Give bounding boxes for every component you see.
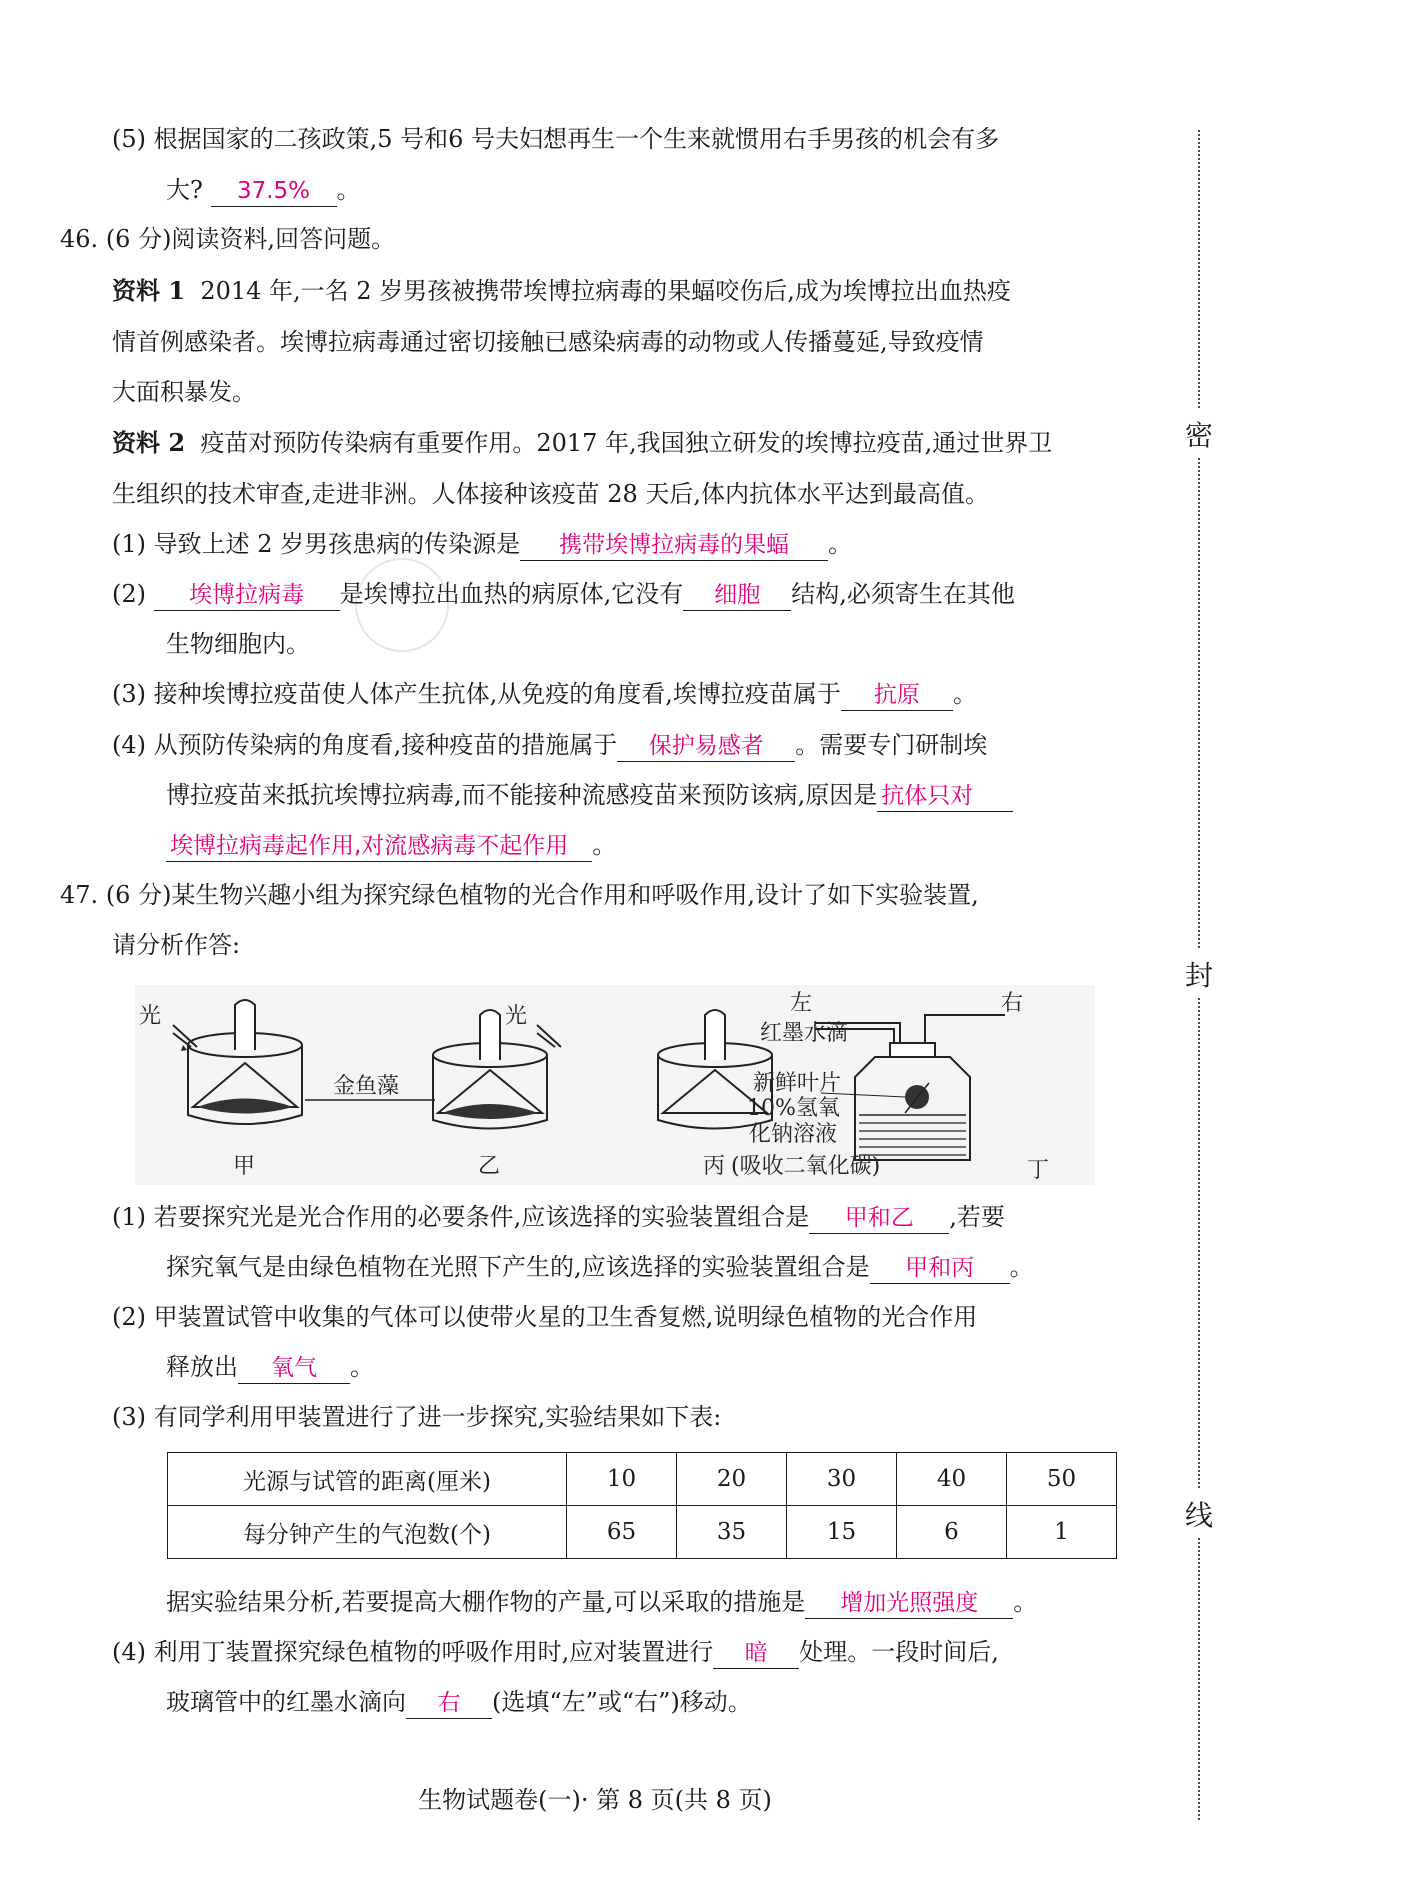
q46-material1-line3: 大面积暴发。 [112,378,256,406]
q46-s4-text2: 。需要专门研制埃 [795,731,988,759]
q47-s4-answer2: 右 [406,1688,492,1719]
q47-s4-end: (选填“左”或“右”)移动。 [492,1688,752,1716]
q47-s3-end: 。 [1013,1588,1038,1616]
q46-s1-text: 导致上述 2 岁男孩患病的传染源是 [153,530,521,558]
q46-sub2 [112,577,1015,611]
label-right: 右 [1001,991,1024,1016]
q47-sub4-line2 [166,1685,752,1719]
q47-s2-end: 。 [350,1353,374,1381]
q45-5-line2 [166,173,361,207]
q46-material1-line2: 情首例感染者。埃博拉病毒通过密切接触已感染病毒的动物或人传播蔓延,导致疫情 [112,328,984,356]
side-mark-mi: 密 [1185,410,1213,458]
label-light-bing: 光 [505,1004,528,1029]
q45-5-answer: 37.5% [211,176,337,207]
q47-s1-end: 。 [1009,1253,1034,1281]
q46-material1-line1 [112,274,1011,308]
q47-s1-text: 若要探究光是光合作用的必要条件,应该选择的实验装置组合是 [153,1203,810,1231]
q47-sub4 [112,1635,999,1669]
label-bing: 丙 [703,1154,726,1179]
q47-s1-answer2: 甲和丙 [870,1253,1010,1284]
q46-material2-text1: 疫苗对预防传染病有重要作用。2017 年,我国独立研发的埃博拉疫苗,通过世界卫 [200,429,1053,457]
q47-number: 47. [60,881,99,909]
q47-s4-line2-text: 玻璃管中的红墨水滴向 [166,1688,406,1716]
q46-material2-label: 资料 2 [112,428,186,457]
q47-sub1-line2 [166,1250,1034,1284]
q45-5-prefix: 大? [166,176,203,204]
q46-number: 46. [60,225,99,253]
label-naoh2: 化钠溶液 [749,1122,838,1147]
q46-sub3 [112,677,977,711]
q46-s3-end: 。 [952,680,977,708]
table-header-distance: 光源与试管的距离(厘米) [168,1453,567,1506]
q46-s4-text: 从预防传染病的角度看,接种疫苗的措施属于 [153,731,618,759]
table-cell: 65 [567,1506,677,1559]
q47-s4-answer1: 暗 [713,1638,799,1669]
table-row [168,1453,1117,1506]
q46-s2-answer1: 埃博拉病毒 [154,580,340,611]
q47-s1-answer1: 甲和乙 [809,1203,949,1234]
q47-s3-after-text: 据实验结果分析,若要提高大棚作物的产量,可以采取的措施是 [166,1588,806,1616]
q47-s3-answer: 增加光照强度 [805,1588,1013,1619]
q46-s4-end: 。 [592,831,617,859]
q46-s1-answer: 携带埃博拉病毒的果蝠 [520,530,828,561]
q47-sub2 [112,1300,977,1334]
q46-s1-num: (1) [112,530,146,558]
table-cell: 1 [1007,1506,1117,1559]
q45-5-text: 根据国家的二孩政策,5 号和6 号夫妇想再生一个生来就惯用右手男孩的机会有多 [153,125,1000,153]
q46-material1-label: 资料 1 [112,276,186,305]
table-cell: 15 [787,1506,897,1559]
q46-s3-text: 接种埃博拉疫苗使人体产生抗体,从免疫的角度看,埃博拉疫苗属于 [153,680,841,708]
experiment-figure [135,985,1095,1185]
q45-5-suffix: 。 [336,176,361,204]
q46-intro: (6 分)阅读资料,回答问题。 [105,225,396,253]
q46-s4-answer1: 保护易感者 [617,731,795,762]
label-light-jia: 光 [139,1004,162,1029]
table-header-bubbles: 每分钟产生的气泡数(个) [168,1506,567,1559]
q46-material2-line1 [112,426,1052,460]
test-tube-bing [705,1010,725,1060]
label-ink: 红墨水滴 [760,1021,849,1046]
q47-s4-text: 利用丁装置探究绿色植物的呼吸作用时,应对装置进行 [153,1638,714,1666]
label-leaf: 新鲜叶片 [753,1071,842,1096]
q46-material2-line2: 生组织的技术审查,走进非洲。人体接种该疫苗 28 天后,体内抗体水平达到最高值。 [112,480,990,508]
table-cell: 20 [677,1453,787,1506]
test-tube-yi [480,1010,500,1060]
label-left: 左 [790,991,813,1016]
q46-sub2-line2: 生物细胞内。 [166,630,310,658]
q45-5-num: (5) [112,125,146,153]
q47-sub1 [112,1200,1005,1234]
q46-sub4 [112,728,987,762]
label-jia: 甲 [233,1154,256,1179]
q47-s4-num: (4) [112,1638,146,1666]
q46-material1-text1: 2014 年,一名 2 岁男孩被携带埃博拉病毒的果蝠咬伤后,成为埃博拉出血热疫 [200,277,1011,305]
side-mark-xian: 线 [1185,1490,1213,1538]
label-plant: 金鱼藻 [333,1074,400,1099]
q46-sub1 [112,527,852,561]
table-cell: 35 [677,1506,787,1559]
q47-sub3 [112,1400,721,1434]
label-absorb: (吸收二氧化碳) [731,1154,881,1179]
q46-header [60,222,395,256]
q46-s3-num: (3) [112,680,146,708]
side-mark-feng: 封 [1185,950,1213,998]
label-ding: 丁 [1027,1158,1050,1183]
q45-5-line1 [112,122,999,156]
q47-s3-text: 有同学利用甲装置进行了进一步探究,实验结果如下表: [153,1403,722,1431]
q47-sub2-line2 [166,1350,374,1384]
q46-s4-num: (4) [112,731,146,759]
q46-s3-answer: 抗原 [841,680,953,711]
q47-s1-num: (1) [112,1203,146,1231]
q47-header [60,878,979,912]
results-table [167,1452,1117,1559]
q47-s1-line2-text: 探究氧气是由绿色植物在光照下产生的,应该选择的实验装置组合是 [166,1253,870,1281]
q47-s1-text2: ,若要 [949,1203,1005,1231]
q46-s1-end: 。 [828,530,853,558]
q47-s2-num: (2) [112,1303,146,1331]
q47-s2-answer: 氧气 [238,1353,350,1384]
q46-s2-end: 结构,必须寄生在其他 [791,580,1015,608]
q46-s4-answer2a: 抗体只对 [877,781,1013,812]
q46-s2-answer2: 细胞 [683,580,791,611]
q47-intro1: (6 分)某生物兴趣小组为探究绿色植物的光合作用和呼吸作用,设计了如下实验装置, [105,881,979,909]
q47-s2-line2-text: 释放出 [166,1353,238,1381]
q46-s2-num: (2) [112,580,146,608]
q46-s2-mid: 是埃博拉出血热的病原体,它没有 [339,580,684,608]
q47-sub3-after [166,1585,1037,1619]
label-yi: 乙 [478,1154,501,1179]
table-cell: 10 [567,1453,677,1506]
q46-sub4-line2 [166,778,1013,812]
label-naoh1: 10%氢氧 [747,1096,840,1121]
q47-s3-num: (3) [112,1403,146,1431]
table-cell: 40 [897,1453,1007,1506]
q46-s4-line2-text: 博拉疫苗来抵抗埃博拉病毒,而不能接种流感疫苗来预防该病,原因是 [166,781,878,809]
q47-s4-text2: 处理。一段时间后, [799,1638,999,1666]
q46-s4-answer2b: 埃博拉病毒起作用,对流感病毒不起作用 [166,831,592,862]
q46-sub4-line3 [166,828,616,862]
test-tube-jia [235,1000,255,1050]
table-row [168,1506,1117,1559]
page-footer: 生物试题卷(一)· 第 8 页(共 8 页) [418,1786,772,1814]
table-cell: 30 [787,1453,897,1506]
table-cell: 50 [1007,1453,1117,1506]
q47-intro2: 请分析作答: [112,931,241,959]
q47-s2-text: 甲装置试管中收集的气体可以使带火星的卫生香复燃,说明绿色植物的光合作用 [153,1303,978,1331]
table-cell: 6 [897,1506,1007,1559]
